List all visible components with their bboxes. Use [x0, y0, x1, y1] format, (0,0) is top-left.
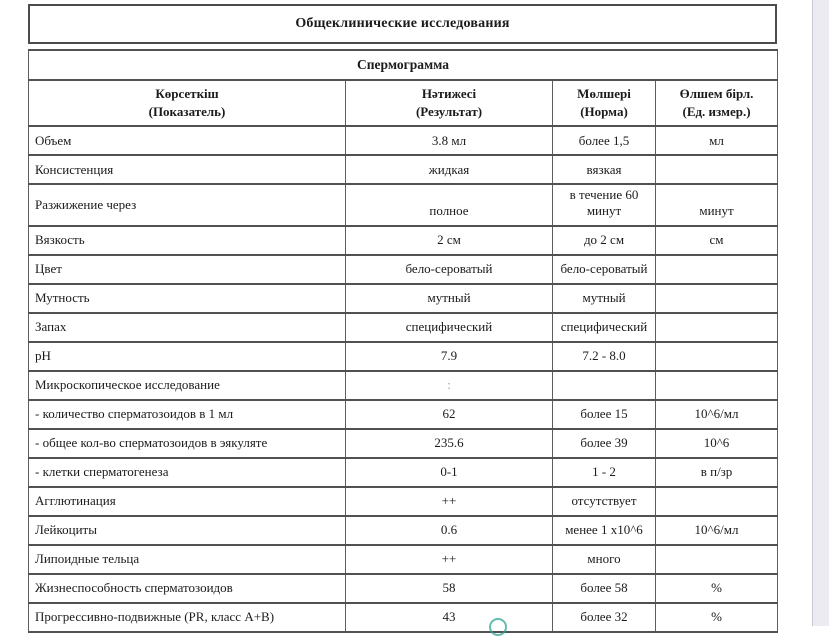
result-cell: 3.8 мл [346, 126, 553, 155]
header-norm-kz: Мөлшері [577, 85, 631, 101]
unit-cell: % [656, 603, 778, 632]
unit-cell [656, 487, 778, 516]
result-cell: 2 см [346, 226, 553, 255]
column-header-indicator [29, 80, 346, 126]
column-header-row [29, 80, 778, 126]
document-page [28, 4, 777, 633]
unit-cell: мл [656, 126, 778, 155]
table-row-progressive-motility [29, 603, 778, 632]
unit-cell: 10^6/мл [656, 516, 778, 545]
unit-cell [656, 155, 778, 184]
result-cell: 0.6 [346, 516, 553, 545]
result-cell: 7.9 [346, 342, 553, 371]
norm-cell: бело-сероватый [553, 255, 656, 284]
indicator-cell: Липоидные тельца [29, 545, 346, 574]
result-cell: 58 [346, 574, 553, 603]
result-cell: жидкая [346, 155, 553, 184]
indicator-cell: Объем [29, 126, 346, 155]
page-edge-strip [812, 0, 829, 626]
norm-cell [553, 371, 656, 400]
unit-cell [656, 371, 778, 400]
norm-cell: 1 - 2 [553, 458, 656, 487]
norm-cell: мутный [553, 284, 656, 313]
table-row-viability [29, 574, 778, 603]
header-norm-ru: (Норма) [580, 104, 628, 119]
unit-cell: в п/зр [656, 458, 778, 487]
result-cell: бело-сероватый [346, 255, 553, 284]
indicator-cell: - количество сперматозоидов в 1 мл [29, 400, 346, 429]
indicator-cell: Прогрессивно-подвижные (PR, класс A+B) [29, 603, 346, 632]
table-row-ph [29, 342, 778, 371]
unit-cell [656, 255, 778, 284]
result-cell: полное [346, 184, 553, 226]
table-row-leukocytes [29, 516, 778, 545]
title-row [29, 5, 776, 43]
header-result-kz: Нәтижесі [421, 85, 477, 101]
norm-cell: до 2 см [553, 226, 656, 255]
section-title-row [29, 50, 778, 80]
indicator-cell: Запах [29, 313, 346, 342]
indicator-cell: Агглютинация [29, 487, 346, 516]
unit-cell: 10^6/мл [656, 400, 778, 429]
header-unit-ru: (Ед. измер.) [682, 104, 751, 119]
indicator-cell: Мутность [29, 284, 346, 313]
unit-cell [656, 545, 778, 574]
norm-cell: в течение 60 минут [553, 184, 656, 226]
spermogram-table [28, 49, 778, 633]
indicator-cell: Микроскопическое исследование [29, 371, 346, 400]
indicator-cell: Цвет [29, 255, 346, 284]
norm-cell: специфический [553, 313, 656, 342]
result-cell: мутный [346, 284, 553, 313]
table-row-viscosity [29, 226, 778, 255]
unit-cell [656, 284, 778, 313]
header-unit-kz: Өлшем бірл. [679, 85, 754, 101]
norm-cell: менее 1 x10^6 [553, 516, 656, 545]
table-row-sperm-count-per-ml [29, 400, 778, 429]
table-row-spermatogenesis-cells [29, 458, 778, 487]
result-cell: : [346, 371, 553, 400]
table-row-lipoid-bodies [29, 545, 778, 574]
result-cell: 62 [346, 400, 553, 429]
indicator-cell: Разжижение через [29, 184, 346, 226]
unit-cell: см [656, 226, 778, 255]
table-row-total-sperm-count [29, 429, 778, 458]
table-row-consistency [29, 155, 778, 184]
header-indicator-ru: (Показатель) [148, 104, 226, 119]
indicator-cell: - клетки сперматогенеза [29, 458, 346, 487]
result-cell: специфический [346, 313, 553, 342]
result-cell: ++ [346, 487, 553, 516]
column-header-unit [656, 80, 778, 126]
norm-cell: много [553, 545, 656, 574]
norm-cell: отсутствует [553, 487, 656, 516]
indicator-cell: Жизнеспособность сперматозоидов [29, 574, 346, 603]
unit-cell: минут [656, 184, 778, 226]
section-title: Спермограмма [29, 50, 778, 80]
norm-cell: более 15 [553, 400, 656, 429]
header-indicator-kz: Көрсеткіш [155, 85, 219, 101]
result-cell: 235.6 [346, 429, 553, 458]
norm-cell: более 1,5 [553, 126, 656, 155]
norm-cell: более 32 [553, 603, 656, 632]
table-row-agglutination [29, 487, 778, 516]
page-title: Общеклинические исследования [29, 5, 776, 43]
norm-cell: 7.2 - 8.0 [553, 342, 656, 371]
column-header-result [346, 80, 553, 126]
unit-cell [656, 313, 778, 342]
norm-cell: более 58 [553, 574, 656, 603]
unit-cell: 10^6 [656, 429, 778, 458]
result-cell: ++ [346, 545, 553, 574]
unit-cell [656, 342, 778, 371]
result-cell: 43 [346, 603, 553, 632]
table-row-odor [29, 313, 778, 342]
table-row-color [29, 255, 778, 284]
indicator-cell: Консистенция [29, 155, 346, 184]
table-row-microscopy [29, 371, 778, 400]
table-row-volume [29, 126, 778, 155]
table-row-turbidity [29, 284, 778, 313]
unit-cell: % [656, 574, 778, 603]
indicator-cell: - общее кол-во сперматозоидов в эякуляте [29, 429, 346, 458]
indicator-cell: Лейкоциты [29, 516, 346, 545]
watermark-logo-arc [489, 618, 507, 636]
indicator-cell: pH [29, 342, 346, 371]
norm-cell: вязкая [553, 155, 656, 184]
result-cell: 0-1 [346, 458, 553, 487]
title-banner [28, 4, 777, 44]
table-body [29, 126, 778, 632]
table-row-liquefaction [29, 184, 778, 226]
indicator-cell: Вязкость [29, 226, 346, 255]
norm-cell: более 39 [553, 429, 656, 458]
column-header-norm [553, 80, 656, 126]
header-result-ru: (Результат) [415, 104, 483, 119]
